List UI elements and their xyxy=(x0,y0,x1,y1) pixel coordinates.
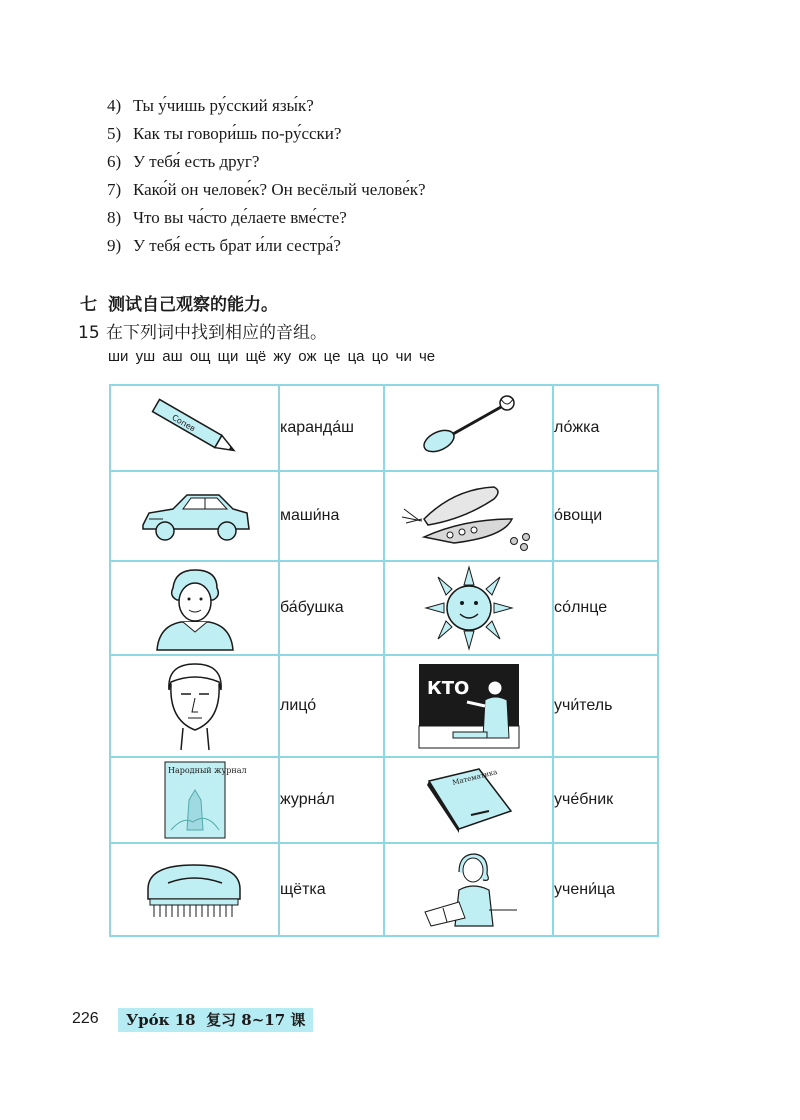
word-spoon: ло́жка xyxy=(553,385,658,471)
pencil-picture xyxy=(110,385,279,471)
footer-review: 复习 8~17 课 xyxy=(206,1011,306,1029)
textbook-title: Математика xyxy=(451,768,498,787)
face-icon xyxy=(155,660,235,752)
spoon-picture xyxy=(384,385,553,471)
section-heading: 七 测试自己观察的能力。 xyxy=(80,295,278,315)
question-6: 6) У тебя́ есть друг? xyxy=(107,152,260,171)
board-text: КТО xyxy=(426,678,469,699)
car-icon xyxy=(135,485,255,547)
question-4: 4) Ты у́чишь ру́сский язы́к? xyxy=(107,96,314,115)
student-girl-picture xyxy=(384,843,553,936)
word-face: лицо́ xyxy=(279,655,384,757)
face-picture xyxy=(110,655,279,757)
pencil-icon xyxy=(140,393,250,463)
word-textbook: уче́бник xyxy=(553,757,658,843)
pencil-label: Сопев xyxy=(169,412,197,434)
sun-picture xyxy=(384,561,553,655)
table-row xyxy=(110,655,658,757)
car-picture xyxy=(110,471,279,561)
exercise-heading: 15 在下列词中找到相应的音组。 xyxy=(78,323,327,343)
word-magazine: журна́л xyxy=(279,757,384,843)
word-sun: со́лнце xyxy=(553,561,658,655)
page-number: 226 xyxy=(72,1010,99,1027)
question-9: 9) У тебя́ есть брат и́ли сестра́? xyxy=(107,236,341,255)
magazine-icon xyxy=(163,760,247,840)
magazine-title: Народный журнал xyxy=(167,766,247,775)
table-row xyxy=(110,385,658,471)
textbook-picture xyxy=(384,757,553,843)
magazine-picture xyxy=(110,757,279,843)
word-teacher: учи́тель xyxy=(553,655,658,757)
word-brush: щётка xyxy=(279,843,384,936)
question-8: 8) Что вы ча́сто де́лаете вме́сте? xyxy=(107,208,347,227)
vegetables-icon xyxy=(394,479,544,553)
sun-icon xyxy=(424,565,514,651)
sound-groups: ши уш аш ощ щи щё жу ож це ца цо чи че xyxy=(108,348,436,365)
table-row xyxy=(110,757,658,843)
question-7: 7) Како́й он челове́к? Он весёлый челове́к? xyxy=(107,180,426,199)
brush-picture xyxy=(110,843,279,936)
brush-icon xyxy=(140,855,250,925)
question-5: 5) Как ты говори́шь по-ру́сски? xyxy=(107,124,342,143)
table-row xyxy=(110,843,658,936)
word-pencil: каранда́ш xyxy=(279,385,384,471)
teacher-icon xyxy=(417,662,521,750)
student-girl-icon xyxy=(419,850,519,930)
word-student-girl: учени́ца xyxy=(553,843,658,936)
footer-lesson: Уро́к 18 xyxy=(126,1011,196,1029)
teacher-picture xyxy=(384,655,553,757)
table-row xyxy=(110,471,658,561)
table-row xyxy=(110,561,658,655)
footer-lesson-band xyxy=(118,1008,313,1032)
word-grandmother: ба́бушка xyxy=(279,561,384,655)
vegetables-picture xyxy=(384,471,553,561)
spoon-icon xyxy=(409,393,529,463)
textbook-icon xyxy=(419,765,519,835)
picture-word-table xyxy=(109,384,659,937)
grandmother-icon xyxy=(145,566,245,650)
word-car: маши́на xyxy=(279,471,384,561)
word-vegetables: о́вощи xyxy=(553,471,658,561)
grandmother-picture xyxy=(110,561,279,655)
